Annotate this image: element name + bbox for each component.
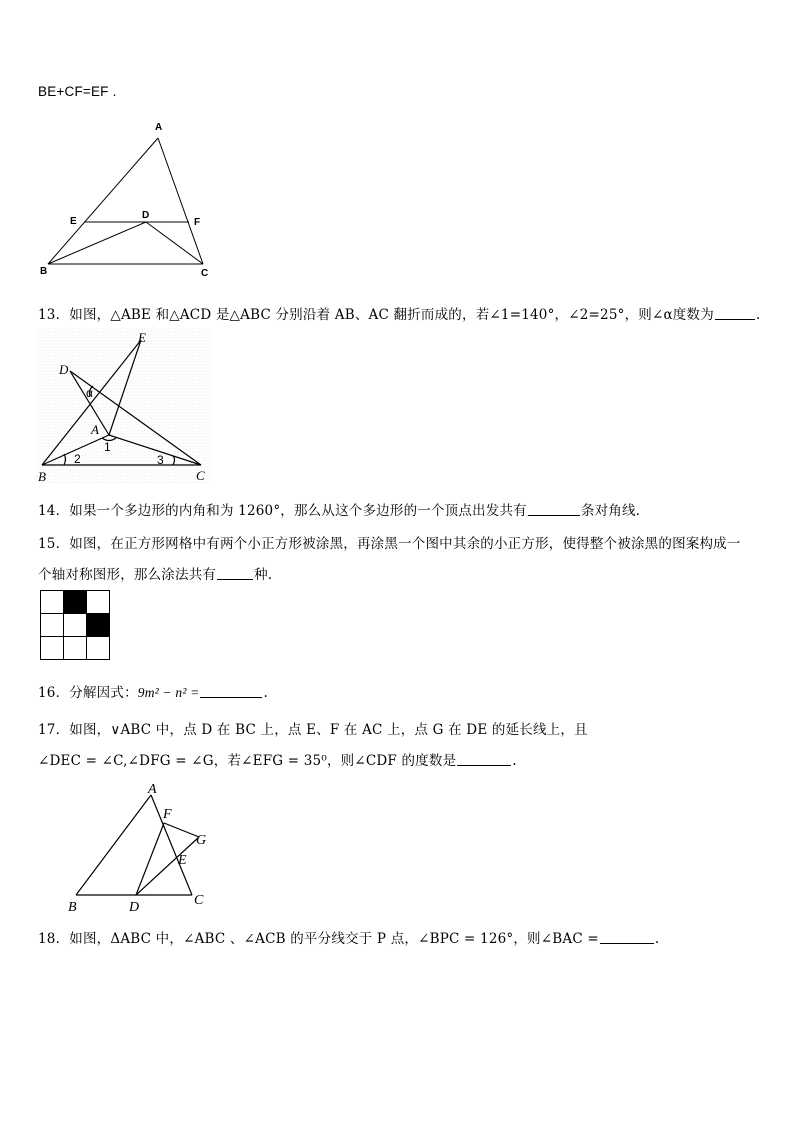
grid-cell	[41, 591, 64, 614]
label-a13: A	[91, 422, 99, 437]
figure-q15-grid	[40, 590, 112, 662]
grid-cell-black	[87, 614, 110, 637]
line-fd	[136, 823, 164, 895]
line-dg	[136, 837, 199, 895]
question-14-text: 14．如果一个多边形的内角和为 1260°，那么从这个多边形的一个顶点出发共有	[38, 503, 527, 519]
factor-expression: 9m² − n² =	[137, 685, 200, 700]
grid-cell	[87, 591, 110, 614]
question-16: 16．分解因式：9m² − n² = .	[38, 685, 268, 701]
question-13-text: 13．如图，△ABE 和△ACD 是△ABC 分别沿着 AB、AC 翻折而成的，若∠1=140°，∠2=25°，则∠α度数为	[38, 307, 714, 323]
label-d17: D	[129, 900, 140, 915]
figure-q13-folded-triangles	[36, 328, 211, 483]
line-cd	[146, 222, 203, 264]
label-f: F	[194, 217, 201, 228]
label-alpha: α	[86, 386, 93, 400]
grid-cell	[41, 637, 64, 660]
label-c13: C	[196, 468, 205, 483]
grid-cell	[64, 637, 87, 660]
question-17-line-1: 17．如图，∨ABC 中，点 D 在 BC 上，点 E、F 在 AC 上，点 G 在 DE 的延长线上，且	[38, 722, 588, 738]
label-e13: E	[138, 330, 146, 345]
line-ac	[158, 138, 203, 264]
grid-cell	[87, 637, 110, 660]
label-f17: F	[163, 807, 172, 822]
answer-blank-16[interactable]	[200, 685, 262, 698]
label-d13: D	[59, 362, 69, 377]
label-3: 3	[157, 453, 164, 467]
answer-blank-15[interactable]	[217, 567, 253, 580]
answer-blank-14[interactable]	[528, 503, 580, 516]
label-1: 1	[104, 440, 111, 454]
grid-cell-black	[64, 591, 87, 614]
figure-q12-triangle	[38, 118, 218, 278]
grid-cell	[64, 614, 87, 637]
question-18-text: 18．如图，ΔABC 中，∠ABC 、∠ACB 的平分线交于 P 点，∠BPC = 126°，则∠BAC =	[38, 931, 599, 947]
label-b13: B	[38, 469, 46, 484]
line-ab17	[76, 795, 151, 895]
answer-blank-13[interactable]	[715, 307, 755, 320]
line-bd	[48, 222, 146, 264]
previous-question-tail: BE+CF=EF .	[38, 84, 117, 99]
label-e17: E	[178, 853, 187, 868]
grid-cell	[41, 614, 64, 637]
question-15-line-1: 15．如图，在正方形网格中有两个小正方形被涂黑，再涂黑一个图中其余的小正方形，使得整个被涂黑的图案构成一	[38, 536, 741, 552]
label-b: B	[40, 266, 48, 277]
label-a: A	[155, 122, 163, 133]
label-b17: B	[68, 900, 77, 915]
question-17-line-2: ∠DEC = ∠C,∠DFG = ∠G，若∠EFG = 35⁰，则∠CDF 的度数是 .	[38, 753, 517, 769]
figure-q17-triangle	[66, 780, 216, 915]
line-fg	[164, 823, 199, 837]
question-14: 14．如果一个多边形的内角和为 1260°，那么从这个多边形的一个顶点出发共有 条对角线.	[38, 503, 641, 519]
label-2: 2	[74, 452, 81, 466]
label-e: E	[70, 216, 77, 227]
label-c17: C	[194, 893, 204, 908]
question-13: 13．如图，△ABE 和△ACD 是△ABC 分别沿着 AB、AC 翻折而成的，若∠1=140°，∠2=25°，则∠α度数为 .	[38, 307, 761, 323]
answer-blank-18[interactable]	[600, 931, 654, 944]
answer-blank-17[interactable]	[457, 753, 511, 766]
label-g17: G	[196, 833, 207, 848]
question-18: 18．如图，ΔABC 中，∠ABC 、∠ACB 的平分线交于 P 点，∠BPC = 126°，则∠BAC = .	[38, 931, 660, 947]
line-ab	[48, 138, 158, 264]
label-a17: A	[148, 782, 157, 797]
label-c: C	[201, 268, 209, 279]
question-15-line-2: 个轴对称图形，那么涂法共有 种.	[38, 567, 273, 583]
label-d: D	[142, 210, 150, 221]
